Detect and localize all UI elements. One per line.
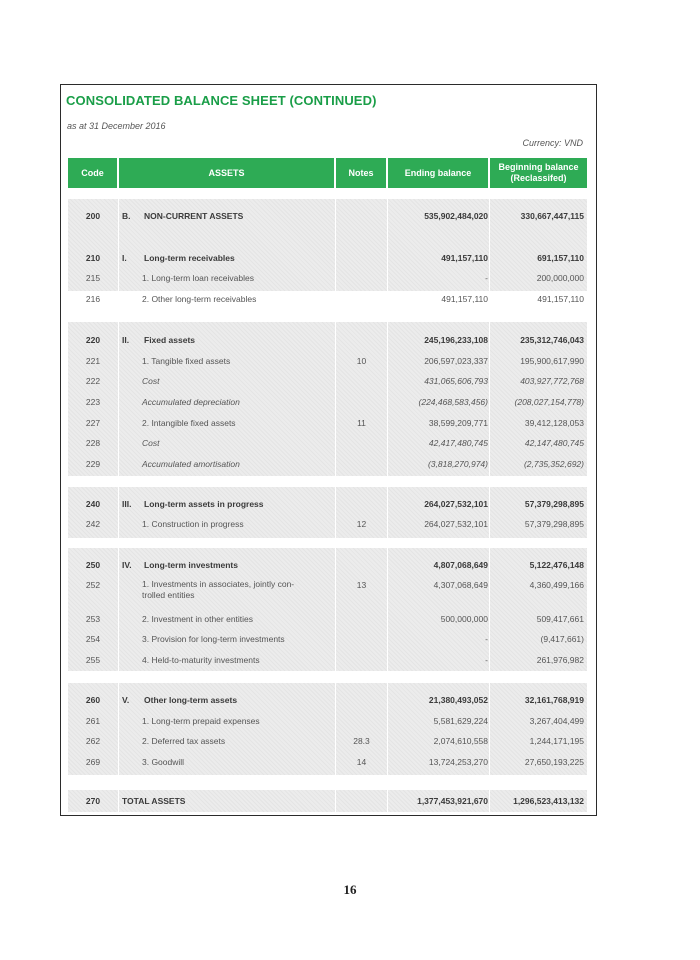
table-row (68, 514, 587, 534)
row-beginning-balance: 691,157,110 (537, 253, 584, 263)
table-row (68, 206, 587, 226)
row-ending-balance: 264,027,532,101 (424, 499, 488, 509)
currency-label: Currency: VND (522, 138, 583, 148)
table-row (68, 752, 587, 772)
row-code: 228 (85, 438, 101, 448)
row-beginning-balance: 491,157,110 (537, 294, 584, 304)
row-ending-balance: 500,000,000 (440, 614, 488, 624)
row-asset (122, 330, 332, 350)
table-row (68, 711, 587, 731)
row-asset: 3. Provision for long-term investments (142, 634, 285, 644)
row-beginning-balance: (9,417,661) (540, 634, 584, 644)
row-asset: Accumulated depreciation (142, 397, 240, 407)
row-code: 215 (85, 273, 101, 283)
row-beginning-balance: 330,667,447,115 (520, 211, 584, 221)
row-beginning-balance: 42,147,480,745 (524, 438, 584, 448)
table-row-total (68, 791, 587, 811)
table-row (68, 731, 587, 751)
row-section-number: V. (122, 695, 130, 705)
row-ending-balance: (3,818,270,974) (427, 459, 488, 469)
row-section-number: I. (122, 253, 127, 263)
row-ending-balance: 38,599,209,771 (428, 418, 488, 428)
row-section-number: IV. (122, 560, 132, 570)
row-section-number: B. (122, 211, 131, 221)
table-row (68, 351, 587, 371)
row-asset-label: Long-term investments (144, 560, 238, 570)
row-ending-balance: 491,157,110 (441, 253, 488, 263)
row-code: 210 (85, 253, 101, 263)
row-code: 270 (85, 796, 101, 806)
page-title: CONSOLIDATED BALANCE SHEET (CONTINUED) (66, 93, 377, 108)
row-beginning-balance: 5,122,476,148 (529, 560, 584, 570)
row-beginning-balance: 1,244,171,195 (529, 736, 584, 746)
row-beginning-balance: 1,296,523,413,132 (513, 796, 584, 806)
row-beginning-balance: 4,360,499,166 (529, 580, 584, 590)
row-beginning-balance: 57,379,298,895 (524, 499, 584, 509)
row-notes: 13 (356, 580, 367, 590)
row-asset: Cost (142, 376, 160, 386)
row-asset-label: NON-CURRENT ASSETS (144, 211, 244, 221)
row-ending-balance: - (485, 655, 488, 665)
row-code: 200 (85, 211, 101, 221)
row-beginning-balance: 32,161,768,919 (524, 695, 584, 705)
row-code: 229 (85, 459, 101, 469)
header-assets: ASSETS (119, 158, 334, 188)
row-section-number: II. (122, 335, 130, 345)
table-row (68, 371, 587, 391)
row-ending-balance: 535,902,484,020 (424, 211, 488, 221)
row-code: 216 (85, 294, 101, 304)
row-code: 227 (85, 418, 101, 428)
table-row (68, 248, 587, 268)
row-beginning-balance: 235,312,746,043 (520, 335, 584, 345)
row-ending-balance: - (485, 273, 488, 283)
row-asset (122, 555, 332, 575)
table-row (68, 494, 587, 514)
table-row (68, 609, 587, 629)
row-asset (122, 494, 332, 514)
page-number: 16 (343, 882, 357, 897)
row-code: 254 (85, 634, 101, 644)
table-row (68, 629, 587, 649)
row-asset: 4. Held-to-maturity investments (142, 655, 260, 665)
row-ending-balance: 4,807,068,649 (433, 560, 488, 570)
row-code: 250 (85, 560, 101, 570)
row-code: 253 (85, 614, 101, 624)
row-beginning-balance: (2,735,352,692) (523, 459, 584, 469)
header-ending-balance: Ending balance (388, 158, 488, 188)
table-row (68, 575, 587, 609)
row-ending-balance: 264,027,532,101 (424, 519, 488, 529)
row-ending-balance: 491,157,110 (441, 294, 488, 304)
row-asset: Accumulated amortisation (142, 459, 240, 469)
row-asset: 1. Construction in progress (142, 519, 244, 529)
row-ending-balance: 5,581,629,224 (433, 716, 488, 726)
row-code: 269 (85, 757, 101, 767)
row-asset (122, 206, 332, 226)
row-asset: 1. Long-term prepaid expenses (142, 716, 260, 726)
row-ending-balance: 1,377,453,921,670 (417, 796, 488, 806)
row-ending-balance: 42,417,480,745 (428, 438, 488, 448)
row-ending-balance: - (485, 634, 488, 644)
row-asset: 2. Intangible fixed assets (142, 418, 236, 428)
row-ending-balance: 4,307,068,649 (433, 580, 488, 590)
row-beginning-balance: 27,650,193,225 (524, 757, 584, 767)
table-row (68, 433, 587, 453)
row-asset: 1. Long-term loan receivables (142, 273, 254, 283)
table-row (68, 392, 587, 412)
row-beginning-balance: 509,417,661 (536, 614, 584, 624)
row-beginning-balance: 403,927,772,768 (520, 376, 584, 386)
row-asset: 3. Goodwill (142, 757, 185, 767)
row-code: 221 (85, 356, 101, 366)
row-asset: 1. Investments in associates, jointly con-trolled entities (142, 579, 295, 600)
row-asset-label: Fixed assets (144, 335, 196, 345)
row-ending-balance: 431,065,606,793 (424, 376, 488, 386)
row-asset: TOTAL ASSETS (122, 796, 186, 806)
table-row (68, 690, 587, 710)
row-beginning-balance: 200,000,000 (536, 273, 584, 283)
row-code: 222 (85, 376, 101, 386)
row-beginning-balance: (208,027,154,778) (514, 397, 584, 407)
row-code: 242 (85, 519, 101, 529)
table-row (68, 454, 587, 474)
row-ending-balance: 206,597,023,337 (424, 356, 488, 366)
row-code: 220 (85, 335, 101, 345)
row-beginning-balance: 57,379,298,895 (524, 519, 584, 529)
row-asset: 2. Other long-term receivables (142, 294, 257, 304)
row-ending-balance: 2,074,610,558 (433, 736, 488, 746)
row-code: 255 (85, 655, 101, 665)
row-notes: 12 (356, 519, 367, 529)
row-notes: 14 (356, 757, 367, 767)
row-beginning-balance: 195,900,617,990 (520, 356, 584, 366)
row-asset: 2. Investment in other entities (142, 614, 254, 624)
header-beginning-balance (490, 158, 587, 188)
row-asset: 1. Tangible fixed assets (142, 356, 231, 366)
row-notes: 10 (356, 356, 367, 366)
row-section-number: III. (122, 499, 132, 509)
header-beginning-line2: (Reclassifed) (510, 173, 567, 183)
header-code: Code (68, 158, 117, 188)
row-asset: 2. Deferred tax assets (142, 736, 226, 746)
table-row (68, 413, 587, 433)
row-ending-balance: (224,468,583,456) (418, 397, 488, 407)
row-code: 240 (85, 499, 101, 509)
header-notes: Notes (336, 158, 386, 188)
table-row (68, 555, 587, 575)
row-ending-balance: 21,380,493,052 (428, 695, 488, 705)
row-asset (122, 248, 332, 268)
row-code: 261 (85, 716, 101, 726)
row-ending-balance: 13,724,253,270 (428, 757, 488, 767)
row-code: 252 (85, 580, 101, 590)
row-code: 260 (85, 695, 101, 705)
table-row (68, 650, 587, 670)
row-asset-label: Other long-term assets (144, 695, 238, 705)
row-beginning-balance: 3,267,404,499 (529, 716, 584, 726)
row-code: 223 (85, 397, 101, 407)
row-asset: Cost (142, 438, 160, 448)
row-notes: 28.3 (353, 736, 370, 746)
table-row (68, 268, 587, 288)
header-beginning-line1: Beginning balance (498, 162, 579, 172)
row-ending-balance: 245,196,233,108 (424, 335, 488, 345)
row-notes: 11 (357, 418, 366, 428)
table-row (68, 330, 587, 350)
report-date: as at 31 December 2016 (67, 121, 166, 131)
table-row (68, 289, 587, 309)
row-code: 262 (85, 736, 101, 746)
row-asset (122, 690, 332, 710)
row-asset-label: Long-term receivables (144, 253, 235, 263)
row-beginning-balance: 39,412,128,053 (524, 418, 584, 428)
row-beginning-balance: 261,976,982 (536, 655, 584, 665)
row-asset-label: Long-term assets in progress (144, 499, 264, 509)
